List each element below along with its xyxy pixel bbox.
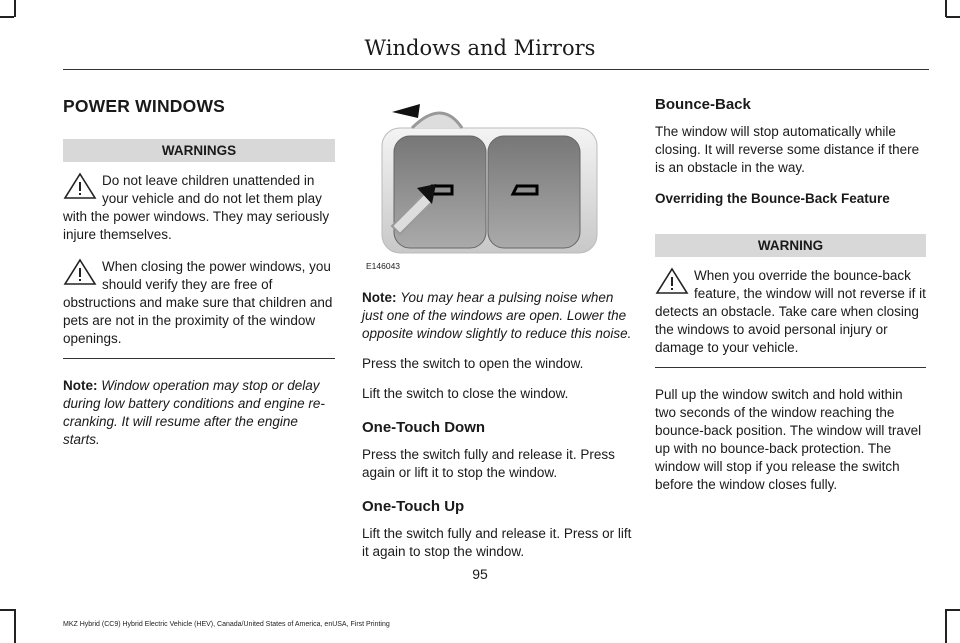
- one-touch-up-title: One-Touch Up: [362, 498, 465, 515]
- open-instruction: Press the switch to open the window.: [362, 356, 584, 371]
- warning-paragraph: [655, 267, 926, 357]
- warning-triangle-icon: [63, 172, 97, 200]
- one-touch-up-text: Lift the switch fully and release it. Press or lift it again to stop the window.: [362, 526, 632, 559]
- window-switch-figure: [362, 98, 632, 273]
- window-switch-illustration: [362, 98, 632, 258]
- warning-paragraph: [63, 172, 335, 244]
- note-text: You may hear a pulsing noise when just one of the windows are open. Lower the opposite window slightly to reduce this noise.: [362, 290, 632, 341]
- page-header-title: Windows and Mirrors: [364, 36, 596, 60]
- override-text: Pull up the window switch and hold within two seconds of the window reaching the bounce-back position. The window will travel up with no bounce-back protection. The window will stop if you release the switch before the window closes fully.: [655, 387, 922, 492]
- crop-mark: [946, 609, 960, 611]
- warning-triangle-icon: [655, 267, 689, 295]
- crop-mark: [945, 609, 947, 643]
- crop-mark: [0, 609, 14, 611]
- note-paragraph: [362, 289, 632, 343]
- note-label: Note:: [362, 290, 397, 305]
- crop-mark: [14, 609, 16, 643]
- middle-column: [362, 98, 632, 573]
- warnings-header: WARNINGS: [63, 139, 335, 162]
- warning-text: Do not leave children unattended in your vehicle and do not let them play with the power windows. They may seriously injure themselves.: [63, 173, 330, 242]
- page-number: 95: [472, 566, 488, 582]
- warning-paragraph: [63, 258, 335, 348]
- override-title: Overriding the Bounce-Back Feature: [655, 191, 890, 206]
- left-column: [63, 86, 335, 461]
- warning-end-rule: [655, 367, 926, 368]
- crop-mark: [14, 0, 16, 17]
- note-paragraph: [63, 377, 335, 449]
- footer-printing-info: MKZ Hybrid (CC9) Hybrid Electric Vehicle (HEV), Canada/United States of America, enUSA, First Printing: [63, 621, 390, 628]
- crop-mark: [0, 16, 14, 18]
- warning-text: When closing the power windows, you should verify they are free of obstructions and make sure that children and pets are not in the proximity of the window openings.: [63, 259, 333, 346]
- section-title: POWER WINDOWS: [63, 96, 226, 116]
- note-label: Note:: [63, 378, 98, 393]
- bounce-back-text: The window will stop automatically while closing. It will reverse some distance if there is an obstacle in the way.: [655, 124, 920, 175]
- warning-text: When you override the bounce-back feature, the window will not reverse if it detects an obstacle. Take care when closing the windows to avoid personal injury or damage to your vehicle.: [655, 268, 926, 355]
- one-touch-down-text: Press the switch fully and release it. Press again or lift it to stop the window.: [362, 447, 615, 480]
- crop-mark: [945, 0, 947, 17]
- right-column: [655, 96, 926, 506]
- crop-mark: [946, 16, 960, 18]
- close-instruction: Lift the switch to close the window.: [362, 386, 569, 401]
- warning-header: WARNING: [655, 234, 926, 257]
- warning-triangle-icon: [63, 258, 97, 286]
- bounce-back-title: Bounce-Back: [655, 96, 751, 113]
- one-touch-down-title: One-Touch Down: [362, 419, 486, 436]
- warning-end-rule: [63, 358, 335, 359]
- header-rule: [63, 69, 929, 70]
- figure-code: E146043: [366, 261, 401, 271]
- note-text: Window operation may stop or delay during low battery conditions and engine re-cranking. It will resume after the engine starts.: [63, 378, 325, 447]
